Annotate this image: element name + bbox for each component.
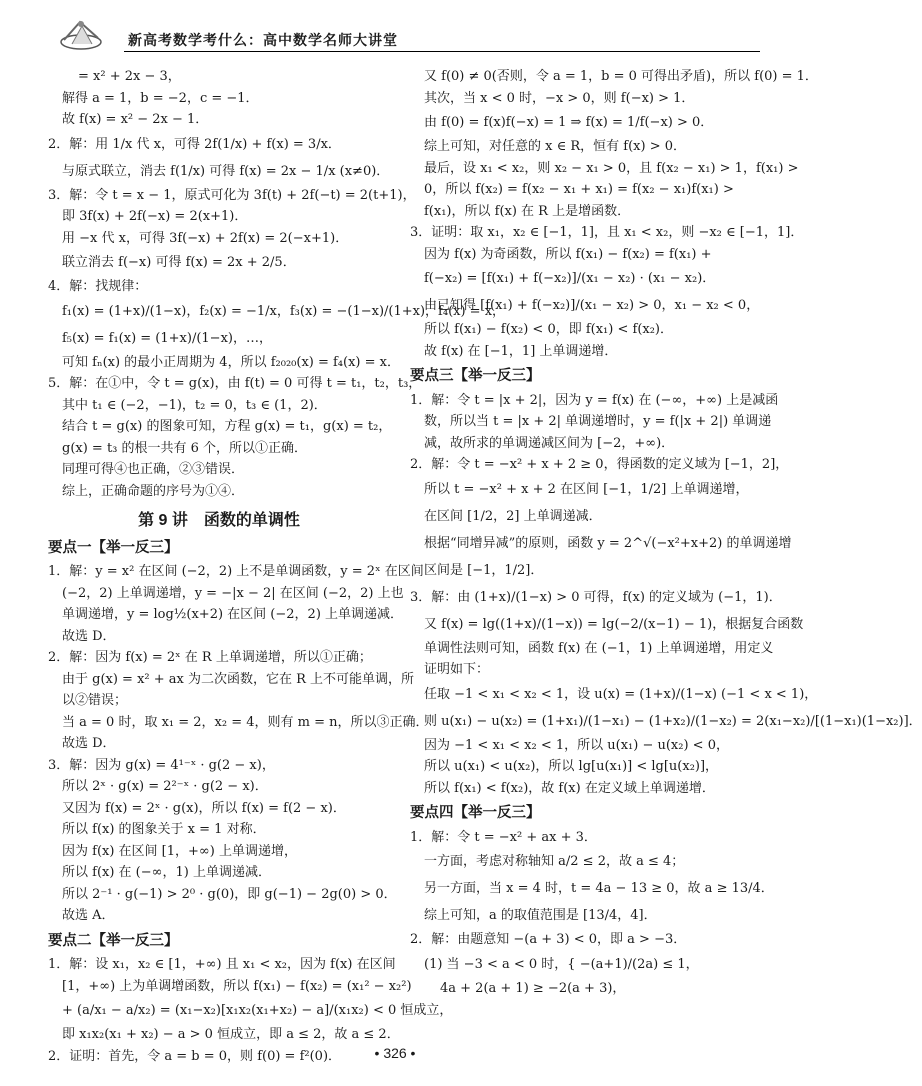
- left-column-line: 1．解：y = x² 在区间 (−2，2) 上不是单调函数，y = 2ˣ 在区间: [48, 564, 424, 579]
- left-column-line: 同理可得④也正确，②③错误．: [62, 462, 245, 477]
- page-header: [40, 14, 760, 54]
- left-column-line: f₅(x) = f₁(x) = (1+x)/(1−x)，…，: [62, 330, 272, 346]
- right-column-line: 数，所以当 t = |x + 2| 单调递增时，y = f(|x + 2|) 单调递: [424, 414, 772, 429]
- right-column-line: 证明如下：: [424, 662, 490, 677]
- left-column-line: 所以 f(x) 的图象关于 x = 1 对称．: [62, 822, 266, 837]
- left-column-line: 2．解：用 1/x 代 x，可得 2f(1/x) + f(x) = 3/x．: [48, 136, 341, 152]
- right-column-line: 则 u(x₁) − u(x₂) = (1+x₁)/(1−x₁) − (1+x₂)/(1−x₂) = 2(x₁−x₂)/[(1−x₁)(1−x₂)]．: [424, 713, 922, 729]
- left-column-line: 综上，正确命题的序号为①④．: [62, 483, 245, 499]
- left-column-line: + (a/x₁ − a/x₂) = (x₁−x₂)[x₁x₂(x₁+x₂) − a]/(x₁x₂) < 0 恒成立，: [62, 1003, 453, 1018]
- left-column-line: 3．解：令 t = x − 1，原式可化为 3f(t) + 2f(−t) = 2(t+1)，: [48, 187, 416, 203]
- right-column-line: 综上可知，a 的取值范围是 [13/4，4]．: [424, 908, 657, 923]
- left-column-line: 联立消去 f(−x) 可得 f(x) = 2x + 2/5．: [62, 255, 296, 270]
- right-column-line: 任取 −1 < x₁ < x₂ < 1，设 u(x) = (1+x)/(1−x) (−1 < x < 1)，: [424, 686, 818, 702]
- right-column-line: 最后，设 x₁ < x₂，则 x₂ − x₁ > 0，且 f(x₂ − x₁) > 1，f(x₁) >: [424, 160, 799, 176]
- left-column-line: 又因为 f(x) = 2ˣ · g(x)，所以 f(x) = f(2 − x)．: [62, 800, 346, 816]
- left-column-line: 第 9 讲 函数的单调性: [138, 512, 300, 529]
- left-column-line: 2．证明：首先，令 a = b = 0，则 f(0) = f²(0)．: [48, 1048, 342, 1064]
- left-column-line: 当 a = 0 时，取 x₁ = 2，x₂ = 4，则有 m = n，所以③正确．: [62, 714, 429, 730]
- left-column-line: [1，+∞) 上为单调增函数，所以 f(x₁) − f(x₂) = (x₁² − x₂²): [62, 978, 412, 994]
- right-column-line: 1．解：令 t = −x² + ax + 3．: [410, 829, 597, 845]
- left-column-line: 由于 g(x) = x² + ax 为二次函数，它在 R 上不可能单调，所: [62, 671, 415, 687]
- left-column-line: 故选 D．: [62, 628, 116, 644]
- right-column-line: 根据“同增异减”的原则，函数 y = 2^√(−x²+x+2) 的单调递增: [424, 535, 792, 551]
- left-column-line: 可知 fₙ(x) 的最小正周期为 4，所以 f₂₀₂₀(x) = f₄(x) = x．: [62, 354, 400, 370]
- right-column-line: 2．解：由题意知 −(a + 3) < 0，即 a > −3．: [410, 932, 687, 947]
- right-column-line: 区间是 [−1，1/2]．: [424, 562, 544, 578]
- left-column-line: f₁(x) = (1+x)/(1−x)，f₂(x) = −1/x，f₃(x) = −(1−x)/(1+x)，f₄(x) = x，: [62, 303, 506, 319]
- right-column-line: 1．解：令 t = |x + 2|，因为 y = f(x) 在 (−∞，+∞) 上是减函: [410, 392, 779, 408]
- left-column-line: 2．解：因为 f(x) = 2ˣ 在 R 上单调递增，所以①正确；: [48, 650, 372, 665]
- left-column-line: 解得 a = 1，b = −2，c = −1．: [62, 90, 259, 106]
- right-column-line: 要点四【举一反三】: [410, 805, 541, 821]
- left-column-line: 故选 D．: [62, 736, 116, 751]
- left-column-line: 即 x₁x₂(x₁ + x₂) − a > 0 恒成立，即 a ≤ 2，故 a ≤ 2．: [62, 1027, 400, 1042]
- left-column-line: 3．解：因为 g(x) = 4¹⁻ˣ · g(2 − x)，: [48, 757, 275, 773]
- right-column-line: 其次，当 x < 0 时，−x > 0，则 f(−x) > 1．: [424, 90, 695, 106]
- right-column-line: 所以 f(x₁) − f(x₂) < 0，即 f(x₁) < f(x₂)．: [424, 322, 673, 337]
- left-column-line: 故选 A．: [62, 908, 115, 923]
- left-column-line: 故 f(x) = x² − 2x − 1．: [62, 112, 209, 127]
- right-column-line: 由已知得 [f(x₁) + f(−x₂)]/(x₁ − x₂) > 0，x₁ − x₂ < 0，: [424, 298, 760, 313]
- left-column-line: (−2，2) 上单调递增，y = −|x − 2| 在区间 (−2，2) 上也: [62, 585, 404, 601]
- left-column-line: 用 −x 代 x，可得 3f(−x) + 2f(x) = 2(−x+1)．: [62, 230, 349, 246]
- left-column-line: 所以 f(x) 在 (−∞，1) 上单调递减．: [62, 865, 271, 880]
- right-column-line: 所以 t = −x² + x + 2 在区间 [−1，1/2] 上单调递增，: [424, 481, 749, 497]
- book-logo-icon: [58, 16, 104, 52]
- right-column-line: 减，故所求的单调递减区间为 [−2，+∞)．: [424, 435, 675, 451]
- right-column-line: 在区间 [1/2，2] 上单调递减．: [424, 508, 602, 524]
- left-column-line: 以②错误；: [62, 693, 128, 708]
- right-column-line: 2．解：令 t = −x² + x + 2 ≥ 0，得函数的定义域为 [−1，2]，: [410, 457, 789, 472]
- left-column-line: 所以 2ˣ · g(x) = 2²⁻ˣ · g(2 − x)．: [62, 779, 268, 794]
- right-column-line: 一方面，考虑对称轴知 a/2 ≤ 2，故 a ≤ 4；: [424, 854, 685, 869]
- left-column-line: g(x) = t₃ 的根一共有 6 个，所以①正确．: [62, 440, 308, 456]
- right-column-line: 综上可知，对任意的 x ∈ R，恒有 f(x) > 0．: [424, 139, 686, 154]
- left-column-line: 结合 t = g(x) 的图象可知，方程 g(x) = t₁，g(x) = t₂，: [62, 419, 392, 434]
- header-rule: [124, 51, 760, 52]
- right-column-line: 因为 f(x) 为奇函数，所以 f(x₁) − f(x₂) = f(x₁) +: [424, 246, 712, 262]
- right-column: [410, 66, 922, 999]
- right-column-line: 另一方面，当 x = 4 时，t = 4a − 13 ≥ 0，故 a ≥ 13/4．: [424, 881, 774, 896]
- page-number: • 326 •: [374, 1045, 416, 1061]
- right-column-line: 3．证明：取 x₁，x₂ ∈ [−1，1]，且 x₁ < x₂，则 −x₂ ∈ [−1，1]．: [410, 225, 804, 240]
- right-column-line: 所以 u(x₁) < u(x₂)，所以 lg[u(x₁)] < lg[u(x₂)]，: [424, 759, 719, 774]
- right-column-line: 所以 f(x₁) < f(x₂)，故 f(x) 在定义域上单调递增．: [424, 780, 715, 796]
- right-column-line: 又 f(x) = lg((1+x)/(1−x)) = lg(−2/(x−1) − 1)，根据复合函数: [424, 616, 804, 632]
- page-number-value: 326: [383, 1045, 407, 1061]
- right-column-line: 4a + 2(a + 1) ≥ −2(a + 3)，: [440, 980, 626, 996]
- left-column-line: 因为 f(x) 在区间 [1，+∞) 上单调递增，: [62, 843, 297, 859]
- right-column-line: (1) 当 −3 < a < 0 时，{ −(a+1)/(2a) ≤ 1，: [424, 956, 699, 972]
- left-column-line: 要点二【举一反三】: [48, 932, 179, 949]
- left-column-line: 1．解：设 x₁，x₂ ∈ [1，+∞) 且 x₁ < x₂，因为 f(x) 在区间: [48, 957, 396, 972]
- right-column-line: 故 f(x) 在 [−1，1] 上单调递增．: [424, 343, 618, 359]
- left-column-line: 5．解：在①中，令 t = g(x)，由 f(t) = 0 可得 t = t₁，t₂，t₃，: [48, 376, 422, 391]
- left-column-line: 单调递增，y = log½(x+2) 在区间 (−2，2) 上单调递减．: [62, 607, 404, 622]
- left-column-line: 即 3f(x) + 2f(−x) = 2(x+1)．: [62, 209, 248, 224]
- right-column-line: 0，所以 f(x₂) = f(x₂ − x₁ + x₁) = f(x₂ − x₁)f(x₁) >: [424, 182, 734, 197]
- right-column-line: 3．解：由 (1+x)/(1−x) > 0 可得，f(x) 的定义域为 (−1，1)．: [410, 589, 782, 605]
- left-column-line: = x² + 2x − 3，: [78, 69, 181, 84]
- left-column-line: 要点一【举一反三】: [48, 539, 179, 556]
- right-column-line: 单调性法则可知，函数 f(x) 在 (−1，1) 上单调递增，用定义: [424, 640, 774, 656]
- right-column-line: 由 f(0) = f(x)f(−x) = 1 ⇒ f(x) = 1/f(−x) > 0．: [424, 115, 714, 130]
- left-column-line: 与原式联立，消去 f(1/x) 可得 f(x) = 2x − 1/x (x≠0)．: [62, 163, 390, 179]
- right-column-line: 因为 −1 < x₁ < x₂ < 1，所以 u(x₁) − u(x₂) < 0，: [424, 737, 729, 753]
- right-column-line: 又 f(0) ≠ 0(否则，令 a = 1，b = 0 可得出矛盾)，所以 f(0) = 1．: [424, 69, 818, 84]
- right-column-line: 要点三【举一反三】: [410, 368, 541, 384]
- left-column-line: 其中 t₁ ∈ (−2，−1)，t₂ = 0，t₃ ∈ (1，2)．: [62, 397, 327, 413]
- right-column-line: f(−x₂) = [f(x₁) + f(−x₂)]/(x₁ − x₂) · (x₁ − x₂)．: [424, 271, 716, 286]
- left-column-line: 所以 2⁻¹ · g(−1) > 2⁰ · g(0)，即 g(−1) − 2g(0) > 0．: [62, 886, 397, 902]
- left-column-line: 4．解：找规律：: [48, 279, 148, 294]
- right-column-line: f(x₁)，所以 f(x) 在 R 上是增函数．: [424, 203, 631, 219]
- header-title: 新高考数学考什么：高中数学名师大讲堂: [128, 32, 398, 48]
